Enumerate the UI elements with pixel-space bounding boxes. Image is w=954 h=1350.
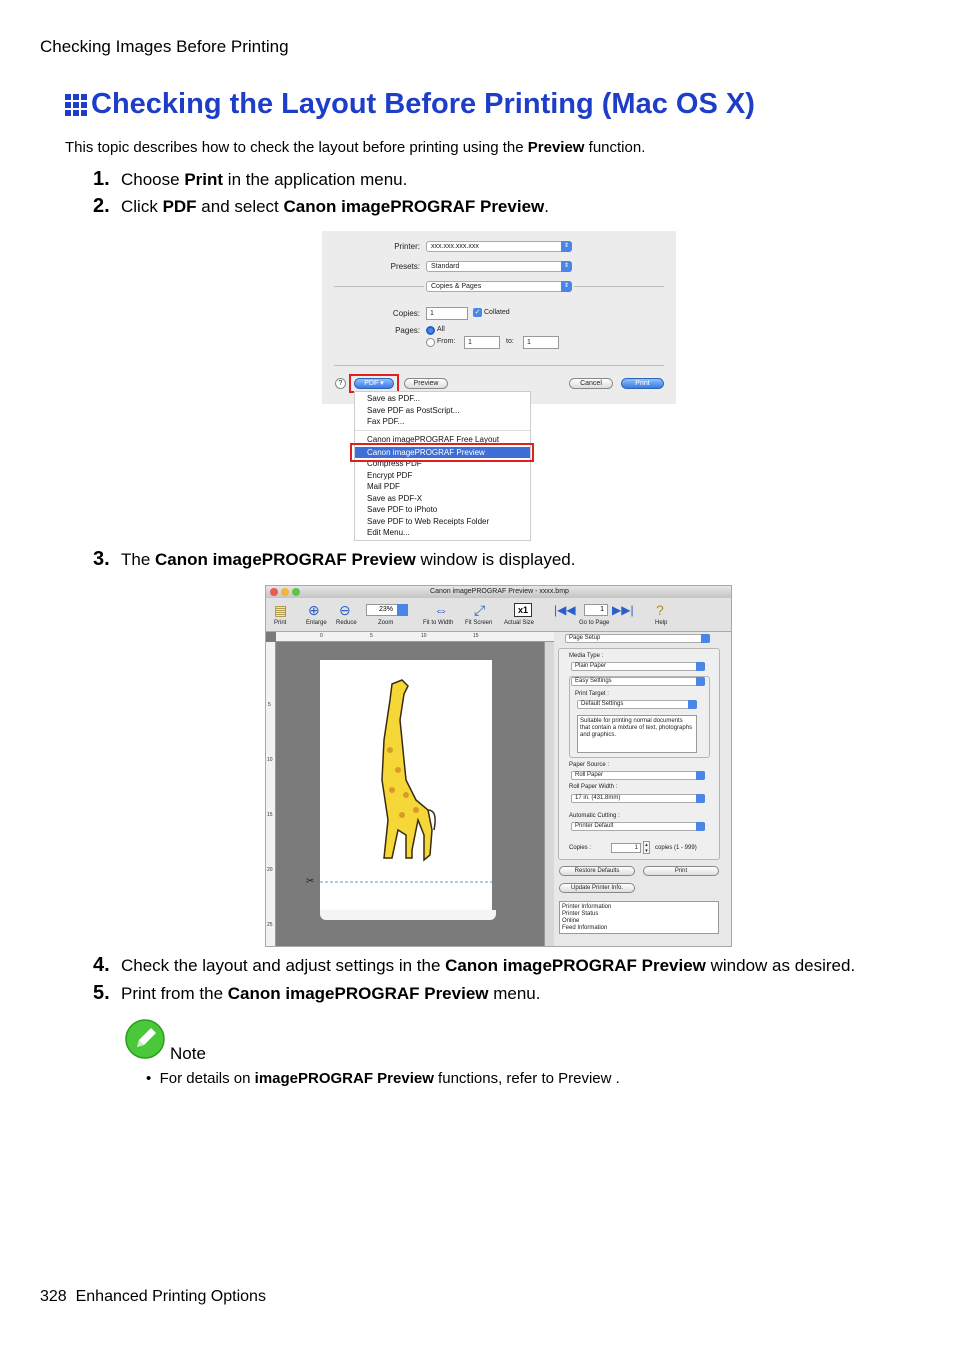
roll-edge xyxy=(320,910,496,920)
step-text: menu. xyxy=(488,984,541,1003)
copies-field[interactable]: 1 xyxy=(426,307,468,320)
divider xyxy=(334,286,424,287)
bullet-glyph: • xyxy=(146,1070,152,1087)
preview-window-screenshot xyxy=(265,585,732,947)
settings-panel xyxy=(555,632,732,947)
page-title xyxy=(65,88,755,121)
panel-print-button[interactable]: Print xyxy=(643,866,719,876)
menu-item-selected[interactable]: Canon imagePROGRAF Preview xyxy=(355,447,530,458)
vertical-ruler xyxy=(266,642,276,947)
page-setup-popup[interactable] xyxy=(565,634,710,643)
section-value: Copies & Pages xyxy=(431,283,482,290)
toolbar-label: Zoom xyxy=(378,620,394,626)
auto-cut-value: Printer Default xyxy=(575,823,614,829)
note-pencil-icon xyxy=(125,1019,165,1059)
menu-item[interactable]: Edit Menu... xyxy=(367,528,410,537)
menu-item[interactable]: Save as PDF... xyxy=(367,394,420,403)
step-bold: Print xyxy=(184,170,224,189)
zoom-dropdown-arrow-icon[interactable] xyxy=(397,604,408,616)
toolbar-label: Fit Screen xyxy=(465,620,493,626)
popup-arrows-icon: ⇕ xyxy=(561,241,572,252)
paper-source-label: Paper Source : xyxy=(569,762,610,768)
section-popup[interactable] xyxy=(426,281,572,292)
copies-label: Copies: xyxy=(392,309,420,318)
copies-range: copies (1 - 999) xyxy=(655,845,697,851)
page-setup-value: Page Setup xyxy=(569,635,601,641)
footer-text: Enhanced Printing Options xyxy=(75,1288,266,1305)
intro-paragraph xyxy=(65,139,645,156)
ruler-tick-label: 15 xyxy=(473,633,479,639)
menu-item[interactable]: Save PDF to Web Receipts Folder xyxy=(367,517,490,526)
ruler-tick-label: 15 xyxy=(267,812,273,818)
ruler-tick-label: 10 xyxy=(267,757,273,763)
step-text: The xyxy=(121,550,156,569)
easy-settings-popup[interactable] xyxy=(571,677,705,686)
step-number: 4. xyxy=(93,954,110,976)
next-last-page-icon[interactable]: ▶▶| xyxy=(612,603,634,617)
print-button[interactable]: Print xyxy=(621,378,664,389)
pages-label: Pages: xyxy=(395,326,420,335)
print-target-description: Suitable for printing normal documents that contain a mixture of text, photographs and graphics. xyxy=(577,715,697,753)
all-radio[interactable] xyxy=(426,326,435,335)
ruler-tick-label: 0 xyxy=(320,633,323,639)
presets-popup[interactable] xyxy=(426,261,572,272)
intro-bold: Preview xyxy=(527,139,585,156)
toolbar-label: Print xyxy=(274,620,287,626)
print-target-popup[interactable] xyxy=(577,700,697,709)
intro-text: This topic describes how to check the layout before printing using the xyxy=(65,139,528,156)
paper-source-value: Roll Paper xyxy=(575,772,604,778)
toolbar-label: Help xyxy=(655,620,668,626)
to-field[interactable]: 1 xyxy=(523,336,559,349)
toolbar-label: Reduce xyxy=(336,620,357,626)
step-text: window as desired. xyxy=(705,956,856,975)
actual-size-icon[interactable]: x1 xyxy=(514,603,532,617)
printer-popup[interactable] xyxy=(426,241,572,252)
print-target-label: Print Target : xyxy=(575,691,609,697)
ruler-tick-label: 10 xyxy=(421,633,427,639)
grid-icon xyxy=(65,94,87,116)
copies-stepper[interactable]: ▴ ▾ xyxy=(643,841,650,854)
step-text: Click xyxy=(121,197,163,216)
ruler-tick-label: 20 xyxy=(267,867,273,873)
horizontal-ruler xyxy=(276,632,554,642)
menu-item[interactable]: Canon imagePROGRAF Free Layout xyxy=(367,435,500,444)
paper-source-popup[interactable] xyxy=(571,771,705,780)
menu-item[interactable]: Encrypt PDF xyxy=(367,471,413,480)
step-4 xyxy=(93,954,855,977)
step-text: Choose xyxy=(121,170,185,189)
step-bold: Canon imagePROGRAF Preview xyxy=(283,197,545,216)
fit-width-icon[interactable]: ⇔ xyxy=(434,602,448,618)
media-type-value: Plain Paper xyxy=(575,663,607,669)
media-type-popup[interactable] xyxy=(571,662,705,671)
preview-canvas[interactable] xyxy=(266,632,554,947)
popup-arrows-icon: ⇕ xyxy=(561,261,572,272)
range-radio[interactable] xyxy=(426,338,435,347)
printer-value: xxx.xxx.xxx.xxx xyxy=(431,243,479,250)
popup-arrows-icon: ⇕ xyxy=(561,281,572,292)
step-number: 3. xyxy=(93,548,110,570)
step-text: window is displayed. xyxy=(415,550,576,569)
from-field[interactable]: 1 xyxy=(464,336,500,349)
printer-icon[interactable]: ▤ xyxy=(274,602,288,618)
collated-checkbox[interactable]: ✓ xyxy=(474,309,481,316)
all-label: All xyxy=(437,326,445,333)
window-titlebar xyxy=(266,586,732,598)
note-link-text[interactable]: functions, refer to Preview . xyxy=(433,1070,620,1087)
note-label: Note xyxy=(170,1044,206,1063)
step-text: in the application menu. xyxy=(223,170,408,189)
printer-status-box: Printer Information Printer Status Online Feed Information xyxy=(559,901,719,934)
step-number: 2. xyxy=(93,195,110,217)
pdf-menu xyxy=(354,391,531,541)
toolbar-label: Enlarge xyxy=(306,620,327,626)
giraffe-image xyxy=(320,660,492,910)
roll-width-value: 17 in. (431.8mm) xyxy=(575,795,621,801)
preview-button[interactable]: Preview xyxy=(404,378,448,389)
divider xyxy=(334,365,664,366)
print-dialog-screenshot xyxy=(322,231,676,404)
restore-defaults-button[interactable]: Restore Defaults xyxy=(559,866,635,876)
ruler-tick-label: 5 xyxy=(268,702,271,708)
step-number: 5. xyxy=(93,982,110,1004)
canvas-scrollbar[interactable] xyxy=(544,642,554,947)
zoom-window-icon[interactable] xyxy=(292,588,300,596)
note-bold: imagePROGRAF Preview xyxy=(254,1070,434,1087)
step-text: Print from the xyxy=(121,984,228,1003)
running-header: Checking Images Before Printing xyxy=(40,37,289,56)
menu-item[interactable]: Save PDF as PostScript... xyxy=(367,406,460,415)
step-1 xyxy=(93,168,407,191)
scissors-icon: ✂ xyxy=(306,876,315,887)
menu-item[interactable]: Compress PDF xyxy=(367,459,422,468)
update-printer-info-button[interactable]: Update Printer Info. xyxy=(559,883,635,893)
help-icon[interactable]: ? xyxy=(656,602,664,618)
step-2 xyxy=(93,195,549,218)
step-bold: Canon imagePROGRAF Preview xyxy=(445,956,706,975)
roll-width-popup[interactable] xyxy=(571,794,705,803)
step-bold: PDF xyxy=(162,197,197,216)
close-window-icon[interactable] xyxy=(270,588,278,596)
help-button[interactable]: ? xyxy=(335,378,346,389)
window-title: Canon imagePROGRAF Preview - xxxx.bmp xyxy=(430,588,569,595)
menu-separator xyxy=(355,430,530,431)
from-label: From: xyxy=(437,338,456,345)
preview-paper xyxy=(320,660,492,910)
page-number: 328 xyxy=(40,1288,67,1305)
roll-width-label: Roll Paper Width : xyxy=(569,784,618,790)
pdf-button[interactable]: PDF ▾ xyxy=(354,378,394,389)
collated-label: Collated xyxy=(484,309,510,316)
ruler-tick-label: 25 xyxy=(267,922,273,928)
preview-toolbar xyxy=(266,598,732,632)
menu-item[interactable]: Save as PDF-X xyxy=(367,494,423,503)
easy-settings-value: Easy Settings xyxy=(575,678,612,684)
presets-value: Standard xyxy=(431,263,460,270)
page-title-text: Checking the Layout Before Printing (Mac OS X) xyxy=(91,88,755,120)
step-number: 1. xyxy=(93,168,110,190)
note-text: For details on xyxy=(159,1070,255,1087)
to-label: to: xyxy=(506,338,514,345)
ruler-tick-label: 5 xyxy=(370,633,373,639)
menu-item[interactable]: Save PDF to iPhoto xyxy=(367,505,438,514)
copies-field[interactable]: 1 xyxy=(611,843,641,853)
fit-screen-icon[interactable]: ⤢ xyxy=(474,602,486,618)
media-type-label: Media Type : xyxy=(569,653,604,659)
step-text: . xyxy=(544,197,549,216)
copies-label: Copies : xyxy=(569,845,592,851)
step-text: and select xyxy=(196,197,284,216)
step-bold: Canon imagePROGRAF Preview xyxy=(155,550,416,569)
intro-text-end: function. xyxy=(584,139,646,156)
presets-label: Presets: xyxy=(390,262,420,271)
minimize-window-icon[interactable] xyxy=(281,588,289,596)
magnify-minus-icon[interactable]: ⊖ xyxy=(339,602,351,618)
note-bullet-item xyxy=(146,1070,620,1087)
magnify-plus-icon[interactable]: ⊕ xyxy=(308,602,320,618)
toolbar-label: Fit to Width xyxy=(423,620,454,626)
menu-item[interactable]: Mail PDF xyxy=(367,482,400,491)
print-target-value: Default Settings xyxy=(581,701,624,707)
toolbar-label: Actual Size xyxy=(504,620,535,626)
page-footer xyxy=(40,1288,266,1306)
auto-cut-popup[interactable] xyxy=(571,822,705,831)
toolbar-label: Go to Page xyxy=(579,620,610,626)
step-bold: Canon imagePROGRAF Preview xyxy=(227,984,489,1003)
menu-item[interactable]: Fax PDF... xyxy=(367,417,405,426)
auto-cut-label: Automatic Cutting : xyxy=(569,813,620,819)
step-text: Check the layout and adjust settings in the xyxy=(121,956,446,975)
step-3 xyxy=(93,548,575,571)
step-5 xyxy=(93,982,540,1005)
preview-highlight-box xyxy=(350,443,534,462)
divider xyxy=(574,286,664,287)
cancel-button[interactable]: Cancel xyxy=(569,378,613,389)
zoom-value: 23% xyxy=(378,606,393,613)
page-number-field[interactable]: 1 xyxy=(584,604,608,616)
printer-label: Printer: xyxy=(394,242,420,251)
first-prev-page-icon[interactable]: |◀◀ xyxy=(554,603,576,617)
